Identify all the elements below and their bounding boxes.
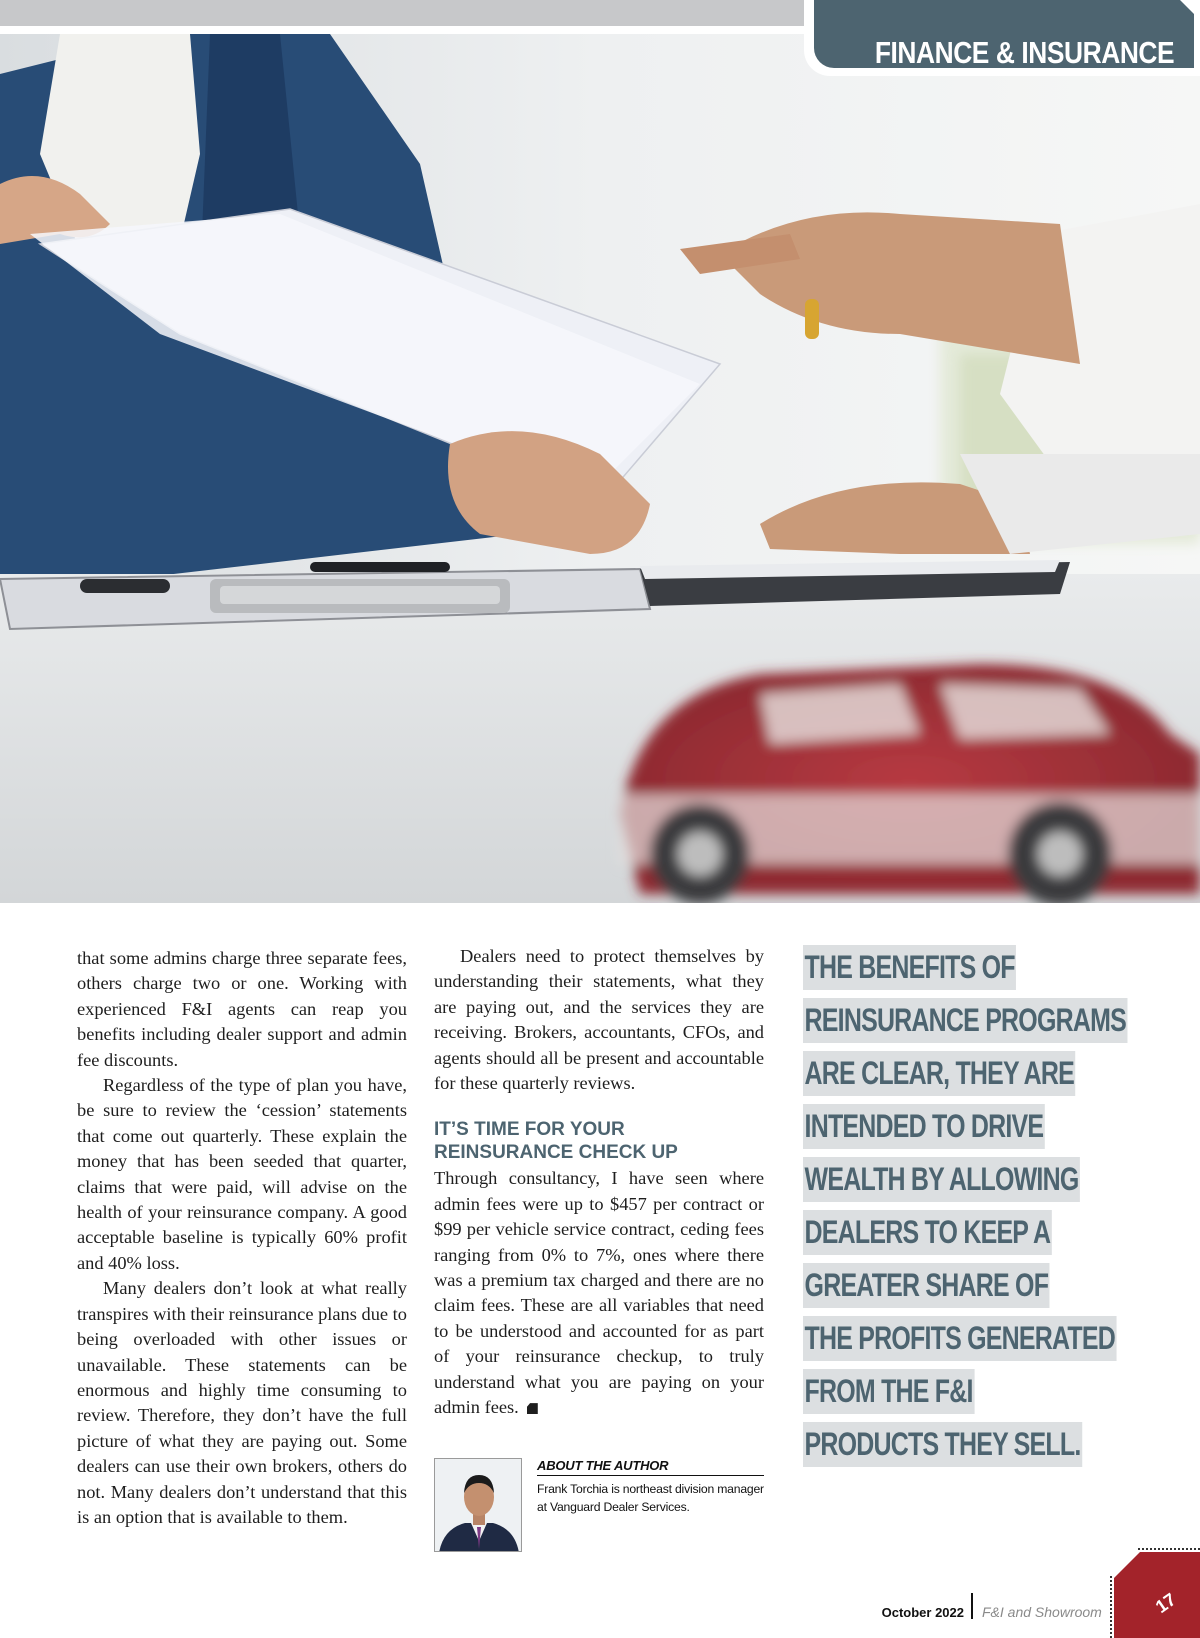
pull-quote-line: THE PROFITS GENERATED: [803, 1316, 1117, 1361]
section-tab: [804, 0, 1200, 76]
top-grey-band: [0, 0, 805, 26]
paragraph: that some admins charge three separate fees, others charge two or one. Working with experienced F&I agents can reap you benefits including dealer support and admin fee discounts.: [77, 948, 407, 1070]
pull-quote-line: DEALERS TO KEEP A: [803, 1210, 1052, 1255]
pull-quote-line: WEALTH BY ALLOWING: [803, 1157, 1080, 1202]
pull-quote-line: INTENDED TO DRIVE: [803, 1104, 1045, 1149]
section-title: FINANCE & INSURANCE: [874, 35, 1174, 70]
end-of-article-icon: [527, 1403, 538, 1414]
footer-divider: [971, 1593, 973, 1619]
paragraph: Many dealers don’t look at what really transpires with their reinsurance plans due to being overloaded with other issues or unavailable. These statements can be enormous and highly time consuming to review. Therefore, they don’t have the full picture of what they are paying out. Some dealers can use their own brokers, others do not. Many dealers don’t understand that this is an option that is available to them.: [77, 1278, 407, 1527]
pull-quote-line: FROM THE F&I: [803, 1369, 974, 1414]
paragraph: Dealers need to protect themselves by understanding their statements, what they are paying out, and the services they are receiving. Brokers, accountants, CFOs, and agents should all be present and accountable for these quarterly reviews.: [434, 946, 764, 1094]
article-column-1: [77, 946, 407, 1530]
paragraph-text: Through consultancy, I have seen where admin fees were up to $457 per contract or $99 per vehicle service contract, ceding fees ranging from 0% to 7%, ones where there was a premium tax charged and there are no claim fees. These are all variables that need to be understood and accounted for as part of your reinsurance checkup, to truly understand what you are paying on your admin fees.: [434, 1168, 764, 1418]
paragraph: [434, 1166, 764, 1420]
author-box: [434, 1458, 764, 1552]
photo-business-document-review-icon: [0, 34, 1200, 903]
subheading-line-1: IT’S TIME FOR YOUR: [434, 1119, 625, 1141]
pull-quote-line: THE BENEFITS OF: [803, 945, 1016, 990]
page-number: 17: [1151, 1589, 1180, 1618]
paragraph: Regardless of the type of plan you have, be sure to review the ‘cession’ statements that come out quarterly. These explain the money that has been seeded that quarter, claims that were paid, will advise on the health of your reinsurance company. A good acceptable baseline is typically 60% profit and 40% loss.: [77, 1075, 407, 1273]
pull-quote-line: PRODUCTS THEY SELL.: [803, 1422, 1082, 1467]
issue-date: October 2022: [881, 1605, 964, 1620]
pull-quote-line: REINSURANCE PROGRAMS: [803, 998, 1128, 1043]
pull-quote-line: GREATER SHARE OF: [803, 1263, 1050, 1308]
author-heading: ABOUT THE AUTHOR: [537, 1458, 764, 1476]
author-bio: Frank Torchia is northeast division manager at Vanguard Dealer Services.: [537, 1482, 764, 1514]
article-column-2: [434, 944, 764, 1421]
subheading: [434, 1118, 764, 1164]
magazine-name: F&I and Showroom: [982, 1604, 1102, 1620]
pull-quote: [803, 945, 1126, 1475]
author-photo: [434, 1458, 522, 1552]
page-footer: [0, 1585, 1200, 1638]
pull-quote-line: ARE CLEAR, THEY ARE: [803, 1051, 1076, 1096]
subheading-line-2: REINSURANCE CHECK UP: [434, 1142, 678, 1164]
author-portrait-icon: [435, 1459, 522, 1552]
hero-photo: [0, 34, 1200, 903]
